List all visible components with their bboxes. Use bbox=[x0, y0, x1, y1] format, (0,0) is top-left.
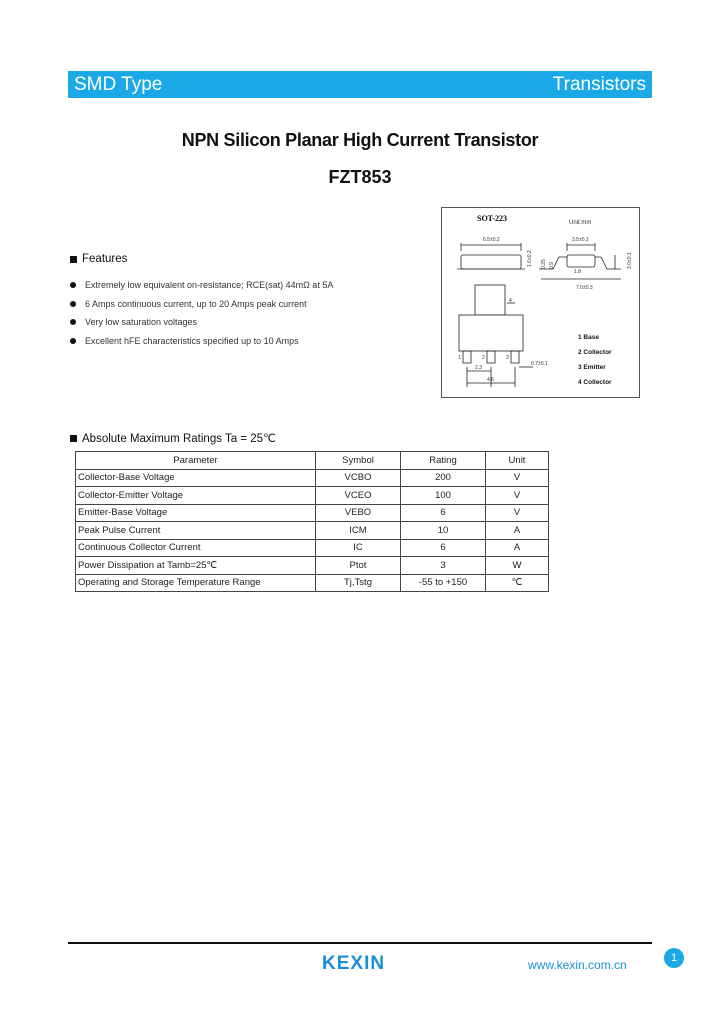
square-bullet-icon bbox=[70, 435, 77, 442]
col-header: Parameter bbox=[76, 452, 316, 470]
header-left: SMD Type bbox=[74, 73, 163, 95]
package-name: SOT-223 bbox=[477, 214, 507, 223]
list-item bbox=[70, 276, 333, 295]
feature-text: 6 Amps continuous current, up to 20 Amps peak current bbox=[85, 298, 307, 309]
pin-legend-3: 3 Emitter bbox=[578, 364, 606, 371]
cell-rating: 10 bbox=[401, 522, 486, 540]
ratings-heading-text: Absolute Maximum Ratings Ta = 25℃ bbox=[82, 433, 276, 445]
table-row bbox=[76, 574, 549, 592]
kexin-logo: KEXIN bbox=[322, 953, 386, 974]
table-row bbox=[76, 522, 549, 540]
pin-number: 4 bbox=[509, 298, 512, 304]
package-drawing bbox=[441, 207, 640, 398]
footer-divider bbox=[68, 942, 652, 944]
part-number: FZT853 bbox=[328, 167, 392, 187]
header-banner bbox=[68, 71, 652, 98]
bullet-icon bbox=[70, 338, 76, 344]
cell-parameter: Power Dissipation at Tamb=25℃ bbox=[76, 557, 316, 575]
top-view bbox=[459, 285, 533, 387]
cell-unit: V bbox=[486, 469, 549, 487]
bullet-icon bbox=[70, 282, 76, 288]
cell-unit: W bbox=[486, 557, 549, 575]
cell-unit: V bbox=[486, 504, 549, 522]
feature-text: Very low saturation voltages bbox=[85, 317, 198, 328]
cell-rating: 6 bbox=[401, 504, 486, 522]
cell-rating: 100 bbox=[401, 487, 486, 505]
table-row bbox=[76, 539, 549, 557]
pin-number: 3 bbox=[506, 355, 509, 361]
page-title: NPN Silicon Planar High Current Transistor bbox=[181, 130, 539, 150]
features-heading bbox=[70, 253, 127, 265]
cell-symbol: Ptot bbox=[316, 557, 401, 575]
bullet-icon bbox=[70, 301, 76, 307]
pin-legend-2: 2 Collector bbox=[578, 349, 612, 356]
ratings-table bbox=[75, 451, 549, 592]
cell-parameter: Collector-Emitter Voltage bbox=[76, 487, 316, 505]
dim-label: 3.0±0.1 bbox=[627, 252, 633, 269]
table-row bbox=[76, 504, 549, 522]
dim-label: 1.6±0.2 bbox=[527, 250, 533, 267]
list-item bbox=[70, 295, 333, 314]
dim-label: 7.0±0.3 bbox=[576, 285, 593, 291]
package-frame bbox=[442, 208, 640, 398]
pin-number: 2 bbox=[482, 355, 485, 361]
features-heading-text: Features bbox=[82, 253, 128, 265]
package-unit: Unit:mm bbox=[569, 220, 592, 226]
cell-symbol: VCBO bbox=[316, 469, 401, 487]
col-header: Rating bbox=[401, 452, 486, 470]
cell-rating: -55 to +150 bbox=[401, 574, 486, 592]
list-item bbox=[70, 313, 333, 332]
cell-rating: 3 bbox=[401, 557, 486, 575]
header-right: Transistors bbox=[552, 73, 646, 95]
dim-label: 3.5±0.2 bbox=[572, 237, 589, 243]
feature-text: Excellent hFE characteristics specified up to 10 Amps bbox=[85, 335, 299, 346]
pin-number: 1 bbox=[458, 355, 461, 361]
dim-label: 0.25 bbox=[541, 259, 547, 269]
cell-symbol: ICM bbox=[316, 522, 401, 540]
table-header-row bbox=[76, 452, 549, 470]
dim-label: 2.3 bbox=[475, 365, 482, 371]
cell-rating: 200 bbox=[401, 469, 486, 487]
table-row bbox=[76, 469, 549, 487]
cell-symbol: VEBO bbox=[316, 504, 401, 522]
cell-unit: V bbox=[486, 487, 549, 505]
cell-unit: ℃ bbox=[486, 574, 549, 592]
cell-symbol: IC bbox=[316, 539, 401, 557]
col-header: Unit bbox=[486, 452, 549, 470]
square-bullet-icon bbox=[70, 256, 77, 263]
dim-label: 6.5±0.2 bbox=[483, 237, 500, 243]
bullet-icon bbox=[70, 319, 76, 325]
side-view-left bbox=[457, 243, 525, 269]
dim-label: 0.9 bbox=[549, 262, 555, 269]
cell-parameter: Operating and Storage Temperature Range bbox=[76, 574, 316, 592]
cell-parameter: Collector-Base Voltage bbox=[76, 469, 316, 487]
cell-rating: 6 bbox=[401, 539, 486, 557]
cell-symbol: VCEO bbox=[316, 487, 401, 505]
dim-label: 0.7±0.1 bbox=[531, 361, 548, 367]
cell-parameter: Peak Pulse Current bbox=[76, 522, 316, 540]
website-link[interactable]: www.kexin.com.cn bbox=[528, 958, 627, 972]
page-number: 1 bbox=[664, 948, 684, 968]
ratings-heading bbox=[70, 431, 276, 445]
cell-unit: A bbox=[486, 522, 549, 540]
cell-symbol: Tj,Tstg bbox=[316, 574, 401, 592]
list-item bbox=[70, 332, 333, 351]
cell-parameter: Emitter-Base Voltage bbox=[76, 504, 316, 522]
pin-legend-1: 1 Base bbox=[578, 334, 599, 341]
dim-label: 1.8 bbox=[574, 269, 581, 275]
table-row bbox=[76, 487, 549, 505]
dim-label: 4.6 bbox=[487, 377, 494, 383]
cell-unit: A bbox=[486, 539, 549, 557]
feature-text: Extremely low equivalent on-resistance; RCE(sat) 44mΩ at 5A bbox=[85, 280, 334, 291]
features-list bbox=[70, 276, 333, 350]
cell-parameter: Continuous Collector Current bbox=[76, 539, 316, 557]
table-row bbox=[76, 557, 549, 575]
col-header: Symbol bbox=[316, 452, 401, 470]
pin-legend-4: 4 Collector bbox=[578, 379, 612, 386]
